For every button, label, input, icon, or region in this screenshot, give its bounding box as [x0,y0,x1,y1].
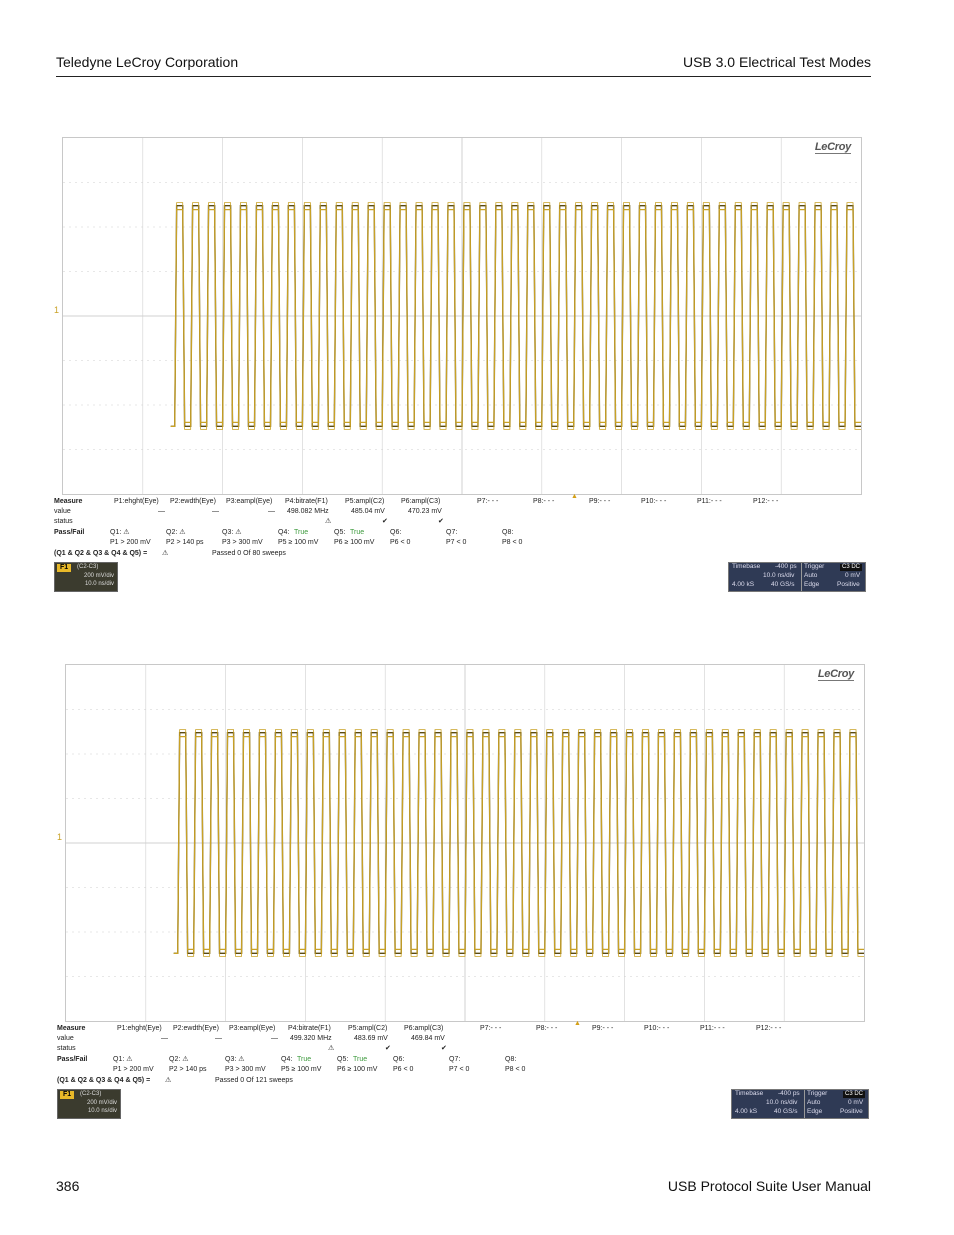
measure-table [54,497,866,561]
param-p1: P1:ehght(Eye) [114,498,159,505]
param-p5: P5:ampl(C2) [345,498,385,505]
q5-true: True [350,529,365,536]
value-p4: 498.082 MHz [287,508,329,515]
status-check-icon: ✔ [438,518,444,525]
q7-label: Q7: [449,1056,461,1063]
param-p1: P1:ehght(Eye) [117,1025,162,1032]
channel-source: (C2-C3) [77,564,99,570]
param-p3: P3:eampl(Eye) [226,498,273,505]
panel-divider [804,1090,805,1118]
scope-grid [62,137,862,500]
trigger-type: Edge [804,581,820,588]
param-p3: P3:eampl(Eye) [229,1025,276,1032]
trigger-type: Edge [807,1108,823,1115]
param-p12: P12:- - - [753,498,779,505]
status-warning-icon: ⚠ [325,518,332,525]
q6-label: Q6: [390,529,402,536]
page-number: 386 [56,1178,80,1194]
q4-true: True [297,1056,312,1063]
q3-label: Q3: ⚠ [222,529,242,536]
q5-true: True [353,1056,368,1063]
param-p2: P2:ewdth(Eye) [173,1025,219,1032]
oscilloscope-screenshot-1 [54,133,866,593]
condition-q2: P2 > 140 ps [169,1066,207,1073]
q7-label: Q7: [446,529,458,536]
condition-q1: P1 > 200 mV [113,1066,154,1073]
param-p8: P8:- - - [533,498,555,505]
waveform-plot [63,138,861,494]
oscilloscope-screenshot-2 [57,660,869,1120]
summary-label: (Q1 & Q2 & Q3 & Q4 & Q5) = [57,1077,151,1084]
param-p7: P7:- - - [480,1025,502,1032]
value-label: value [57,1035,74,1042]
param-p9: P9:- - - [592,1025,614,1032]
condition-q8: P8 < 0 [505,1066,526,1073]
value-p1: — [158,508,165,515]
lecroy-logo: LeCroy [814,141,851,153]
condition-q1: P1 > 200 mV [110,539,151,546]
q4-true: True [294,529,309,536]
q2-label: Q2: ⚠ [169,1056,189,1063]
trigger-label: Trigger [804,563,825,570]
q8-label: Q8: [502,529,514,536]
condition-q6: P6 < 0 [393,1066,414,1073]
trigger-slope: Positive [840,1108,863,1115]
q8-label: Q8: [505,1056,517,1063]
channel-source: (C2-C3) [80,1091,102,1097]
status-label: status [57,1045,76,1052]
q4-label: Q4: [278,529,290,536]
status-check-icon: ✔ [441,1045,447,1052]
trigger-mode: Auto [807,1099,821,1106]
channel-tag: F1 [57,564,71,572]
condition-q2: P2 > 140 ps [166,539,204,546]
waveform-plot [66,665,864,1021]
timebase-hdiv: 10.0 ns/div [766,1099,798,1106]
condition-q8: P8 < 0 [502,539,523,546]
timebase-hdiv: 10.0 ns/div [763,572,795,579]
trigger-position-marker: ▲ [574,1020,581,1027]
summary-warning-icon: ⚠ [162,550,169,557]
measure-table [57,1024,869,1088]
param-p11: P11:- - - [697,498,722,505]
condition-q4: P5 ≥ 100 mV [278,539,319,546]
trigger-position-marker: ▲ [571,493,578,500]
measure-label: Measure [57,1025,86,1032]
channel-time: 10.0 ns/div [87,1108,117,1114]
param-p12: P12:- - - [756,1025,782,1032]
condition-q5: P6 ≥ 100 mV [337,1066,378,1073]
trigger-mode: Auto [804,572,818,579]
trigger-coupling: C3 DC [844,1091,863,1097]
condition-q7: P7 < 0 [449,1066,470,1073]
status-warning-icon: ⚠ [328,1045,335,1052]
value-p5: 485.04 mV [351,508,385,515]
trigger-slope: Positive [837,581,860,588]
status-label: status [54,518,73,525]
timebase-trigger-panel[interactable] [728,562,866,592]
channel-tag: F1 [60,1091,74,1099]
q3-label: Q3: ⚠ [225,1056,245,1063]
param-p10: P10:- - - [641,498,667,505]
panel-divider [801,563,802,591]
passfail-label: Pass/Fail [57,1056,88,1063]
q6-label: Q6: [393,1056,405,1063]
condition-q7: P7 < 0 [446,539,467,546]
timebase-label: Timebase [732,563,761,570]
condition-q3: P3 > 300 mV [222,539,263,546]
condition-q3: P3 > 300 mV [225,1066,266,1073]
q5-label: Q5: [337,1056,349,1063]
header-section-title: USB 3.0 Electrical Test Modes [682,54,871,70]
summary-text: Passed 0 Of 121 sweeps [215,1077,293,1084]
param-p9: P9:- - - [589,498,611,505]
trigger-level: 0 mV [848,1099,864,1106]
param-p5: P5:ampl(C2) [348,1025,388,1032]
param-p8: P8:- - - [536,1025,558,1032]
timebase-samples: 4.00 kS [735,1108,758,1115]
timebase-rate: 40 GS/s [774,1108,798,1115]
param-p6: P6:ampl(C3) [404,1025,444,1032]
measure-label: Measure [54,498,83,505]
header-company: Teledyne LeCroy Corporation [56,54,239,70]
q4-label: Q4: [281,1056,293,1063]
channel-time: 10.0 ns/div [84,581,114,587]
param-p10: P10:- - - [644,1025,670,1032]
value-p6: 469.84 mV [411,1035,445,1042]
condition-q5: P6 ≥ 100 mV [334,539,375,546]
summary-warning-icon: ⚠ [165,1077,172,1084]
trigger-level: 0 mV [845,572,861,579]
param-p2: P2:ewdth(Eye) [170,498,216,505]
value-p6: 470.23 mV [408,508,442,515]
summary-text: Passed 0 Of 80 sweeps [212,550,286,557]
status-check-icon: ✔ [385,1045,391,1052]
trace-level-marker: 1 [54,305,60,315]
param-p4: P4:bitrate(F1) [285,498,328,505]
q2-label: Q2: ⚠ [166,529,186,536]
value-label: value [54,508,71,515]
param-p4: P4:bitrate(F1) [288,1025,331,1032]
summary-label: (Q1 & Q2 & Q3 & Q4 & Q5) = [54,550,148,557]
q1-label: Q1: ⚠ [110,529,130,536]
param-p11: P11:- - - [700,1025,725,1032]
channel-scale: 200 mV/div [86,1100,117,1106]
channel-descriptor-f1[interactable] [54,562,118,592]
trigger-label: Trigger [807,1090,828,1097]
timebase-delay: -400 ps [775,563,797,570]
footer-manual-title: USB Protocol Suite User Manual [667,1178,871,1194]
status-check-icon: ✔ [382,518,388,525]
value-p2: — [212,508,219,515]
value-p2: — [215,1035,222,1042]
q5-label: Q5: [334,529,346,536]
value-p3: — [268,508,275,515]
timebase-label: Timebase [735,1090,764,1097]
condition-q6: P6 < 0 [390,539,411,546]
value-p1: — [161,1035,168,1042]
page-header [56,52,871,77]
condition-q4: P5 ≥ 100 mV [281,1066,322,1073]
param-p6: P6:ampl(C3) [401,498,441,505]
lecroy-logo: LeCroy [817,668,854,680]
timebase-rate: 40 GS/s [771,581,795,588]
passfail-label: Pass/Fail [54,529,85,536]
trigger-coupling: C3 DC [841,564,860,570]
scope-grid [65,664,865,1027]
value-p4: 499.320 MHz [290,1035,332,1042]
q1-label: Q1: ⚠ [113,1056,133,1063]
param-p7: P7:- - - [477,498,499,505]
value-p3: — [271,1035,278,1042]
timebase-samples: 4.00 kS [732,581,755,588]
channel-descriptor-f1[interactable] [57,1089,121,1119]
channel-scale: 200 mV/div [83,573,114,579]
value-p5: 483.69 mV [354,1035,388,1042]
trace-level-marker: 1 [57,832,63,842]
timebase-delay: -400 ps [778,1090,800,1097]
timebase-trigger-panel[interactable] [731,1089,869,1119]
